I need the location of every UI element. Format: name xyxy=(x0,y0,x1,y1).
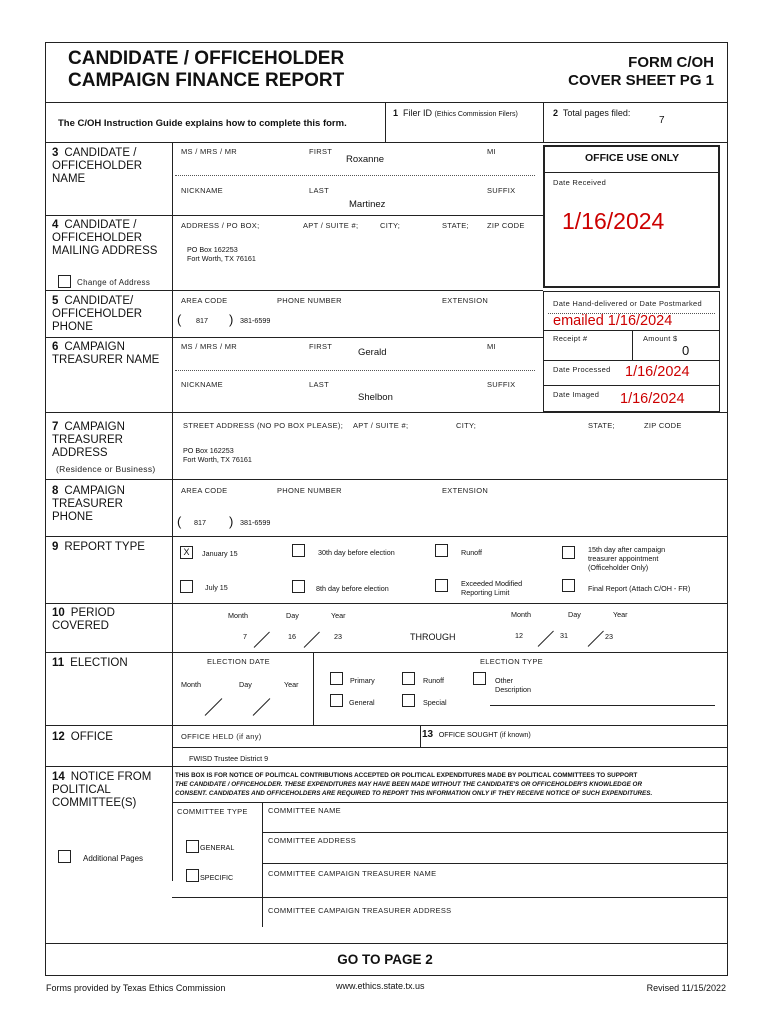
filer-id-label: 1 Filer ID (Ethics Commission Filers) xyxy=(393,108,518,118)
paren-close: ) xyxy=(229,514,234,529)
primary-label: Primary xyxy=(350,676,375,685)
final-report-label: Final Report (Attach C/OH - FR) xyxy=(588,584,691,593)
extension-label: EXTENSION xyxy=(442,486,489,495)
ms-label: MS / MRS / MR xyxy=(181,147,237,156)
nickname-label: NICKNAME xyxy=(181,186,223,195)
zip-label: ZIP CODE xyxy=(487,221,525,230)
date-received-value: 1/16/2024 xyxy=(562,208,665,234)
section-3-label: 3 CANDIDATE / OFFICEHOLDER NAME xyxy=(52,147,143,185)
specific-committee-checkbox[interactable] xyxy=(186,869,199,882)
election-month-label: Month xyxy=(181,680,201,689)
last-label: LAST xyxy=(309,380,329,389)
first-label: FIRST xyxy=(309,147,333,156)
date-processed-value: 1/16/2024 xyxy=(625,364,690,380)
candidate-first-name[interactable]: Roxanne xyxy=(346,154,385,165)
election-date-label: ELECTION DATE xyxy=(207,657,270,666)
additional-pages-checkbox[interactable] xyxy=(58,850,71,863)
treasurer-address-label: COMMITTEE CAMPAIGN TREASURER ADDRESS xyxy=(268,906,452,915)
15day-checkbox[interactable] xyxy=(562,546,575,559)
other-election-label: Other Description xyxy=(495,676,531,694)
ms-label: MS / MRS / MR xyxy=(181,342,237,351)
city-label: CITY; xyxy=(380,221,401,230)
jul15-label: July 15 xyxy=(205,583,228,592)
treasurer-address-line2[interactable]: Fort Worth, TX 76161 xyxy=(183,455,252,464)
election-type-label: ELECTION TYPE xyxy=(480,657,543,666)
paren-open: ( xyxy=(177,312,182,327)
from-day-label: Day xyxy=(286,611,299,620)
to-day-label: Day xyxy=(568,610,581,619)
amount-value: 0 xyxy=(682,343,690,358)
title-line-1: CANDIDATE / OFFICEHOLDER xyxy=(68,48,345,69)
committee-address-label: COMMITTEE ADDRESS xyxy=(268,836,357,845)
office-use-title: OFFICE USE ONLY xyxy=(585,152,680,164)
general-checkbox[interactable] xyxy=(330,694,343,707)
exceeded-checkbox[interactable] xyxy=(435,579,448,592)
general-label: General xyxy=(349,698,375,707)
instruction-text: The C/OH Instruction Guide explains how to complete this form. xyxy=(58,118,347,129)
from-day[interactable]: 16 xyxy=(288,632,296,641)
date-received-label: Date Received xyxy=(553,178,607,187)
candidate-phone[interactable]: 381-6599 xyxy=(240,316,271,325)
treasurer-last-name[interactable]: Shelbon xyxy=(358,392,393,403)
jan15-checkbox[interactable]: X xyxy=(180,546,193,559)
section-7-sub: (Residence or Business) xyxy=(56,464,156,474)
paren-open: ( xyxy=(177,514,182,529)
section-4-label: 4 CANDIDATE / OFFICEHOLDER MAILING ADDRESS xyxy=(52,219,158,257)
state-label: STATE; xyxy=(442,221,469,230)
section-10-label: 10 PERIOD COVERED xyxy=(52,607,115,632)
candidate-area-code[interactable]: 817 xyxy=(196,316,208,325)
amount-label: Amount $ xyxy=(643,334,678,343)
committee-type-label: COMMITTEE TYPE xyxy=(177,807,248,816)
section-14-label: 14 NOTICE FROM POLITICAL COMMITTEE(S) xyxy=(52,771,152,809)
first-label: FIRST xyxy=(309,342,333,351)
mi-label: MI xyxy=(487,147,496,156)
from-month[interactable]: 7 xyxy=(243,632,247,641)
footer-url[interactable]: www.ethics.state.tx.us xyxy=(336,981,425,991)
from-year[interactable]: 23 xyxy=(334,632,342,641)
treasurer-phone[interactable]: 381-6599 xyxy=(240,518,271,527)
footer-revised: Revised 11/15/2022 xyxy=(646,983,726,993)
to-month[interactable]: 12 xyxy=(515,631,523,640)
to-month-label: Month xyxy=(511,610,531,619)
form-code: FORM C/OH xyxy=(628,54,714,71)
zip-label: ZIP CODE xyxy=(644,421,682,430)
date-imaged-label: Date Imaged xyxy=(553,390,600,399)
treasurer-first-name[interactable]: Gerald xyxy=(358,347,387,358)
other-election-checkbox[interactable] xyxy=(473,672,486,685)
change-of-address-checkbox[interactable] xyxy=(58,275,71,288)
page-title xyxy=(68,48,344,92)
candidate-last-name[interactable]: Martinez xyxy=(349,199,386,210)
runoff-report-checkbox[interactable] xyxy=(435,544,448,557)
to-year-label: Year xyxy=(613,610,628,619)
runoff-report-label: Runoff xyxy=(461,548,483,557)
from-month-label: Month xyxy=(228,611,248,620)
treasurer-area-code[interactable]: 817 xyxy=(194,518,206,527)
office-held-value[interactable]: FWISD Trustee District 9 xyxy=(189,754,269,763)
phone-number-label: PHONE NUMBER xyxy=(277,296,342,305)
jan15-label: January 15 xyxy=(202,549,238,558)
address-label: ADDRESS / PO BOX; xyxy=(181,221,260,230)
hand-delivered-value: emailed 1/16/2024 xyxy=(553,313,673,329)
additional-pages-label: Additional Pages xyxy=(83,854,144,863)
30day-checkbox[interactable] xyxy=(292,544,305,557)
15day-label: 15th day after campaign treasurer appointment (Officeholder Only) xyxy=(588,545,666,572)
from-year-label: Year xyxy=(331,611,346,620)
8day-label: 8th day before election xyxy=(316,584,389,593)
suffix-label: SUFFIX xyxy=(487,186,516,195)
primary-checkbox[interactable] xyxy=(330,672,343,685)
general-committee-checkbox[interactable] xyxy=(186,840,199,853)
total-pages-value[interactable]: 7 xyxy=(659,115,665,126)
special-checkbox[interactable] xyxy=(402,694,415,707)
section-13-label: 13 OFFICE SOUGHT (if known) xyxy=(422,729,531,740)
section-9-label: 9 REPORT TYPE xyxy=(52,541,145,553)
goto-page-2: GO TO PAGE 2 xyxy=(337,952,433,967)
8day-checkbox[interactable] xyxy=(292,580,305,593)
extension-label: EXTENSION xyxy=(442,296,489,305)
suffix-label: SUFFIX xyxy=(487,380,516,389)
form-id xyxy=(568,54,714,90)
paren-close: ) xyxy=(229,312,234,327)
area-code-label: AREA CODE xyxy=(181,486,228,495)
special-label: Special xyxy=(423,698,447,707)
election-year-label: Year xyxy=(284,680,299,689)
office-held-label: OFFICE HELD (if any) xyxy=(181,732,262,741)
notice-text: THIS BOX IS FOR NOTICE OF POLITICAL CONTRIBUTIONS ACCEPTED OR POLITICAL EXPENDITURES MADE BY POLITICAL COMMITTEES TO SUPPORT THE CANDIDATE / OFFICEHOLDER. THESE EXPENDITURES MAY HAVE BEEN MADE WITHOUT THE CANDIDATE'S OR OFFICEHOLDER'S KNOWLEDGE OR CONSENT. CANDIDATES AND OFFICEHOLDERS ARE REQUIRED TO REPORT THIS INFORMATION ONLY IF THEY RECEIVE NOTICE OF SUCH EXPENDITURES. xyxy=(175,772,653,797)
phone-number-label: PHONE NUMBER xyxy=(277,486,342,495)
exceeded-label: Exceeded Modified Reporting Limit xyxy=(461,579,523,597)
title-line-2: CAMPAIGN FINANCE REPORT xyxy=(68,70,345,91)
date-processed-label: Date Processed xyxy=(553,365,611,374)
receipt-label: Receipt # xyxy=(553,334,588,343)
city-label: CITY; xyxy=(456,421,477,430)
section-8-label: 8 CAMPAIGN TREASURER PHONE xyxy=(52,485,125,523)
mailing-address-line1[interactable]: PO Box 162253 xyxy=(187,245,238,254)
section-12-label: 12 OFFICE xyxy=(52,731,113,743)
section-6-label: 6 CAMPAIGN TREASURER NAME xyxy=(52,341,160,366)
state-label: STATE; xyxy=(588,421,615,430)
committee-name-label: COMMITTEE NAME xyxy=(268,806,341,815)
total-pages-label: 2 Total pages filed: xyxy=(553,108,631,118)
hand-delivered-label: Date Hand-delivered or Date Postmarked xyxy=(553,299,702,308)
treasurer-name-label: COMMITTEE CAMPAIGN TREASURER NAME xyxy=(268,869,437,878)
to-year[interactable]: 23 xyxy=(605,632,613,641)
runoff-election-label: Runoff xyxy=(423,676,445,685)
section-7-label: 7 CAMPAIGN TREASURER ADDRESS xyxy=(52,421,125,459)
mailing-address-line2[interactable]: Fort Worth, TX 76161 xyxy=(187,254,256,263)
through-label: THROUGH xyxy=(410,632,456,642)
mi-label: MI xyxy=(487,342,496,351)
election-day-label: Day xyxy=(239,680,252,689)
section-5-label: 5 CANDIDATE/ OFFICEHOLDER PHONE xyxy=(52,295,143,333)
final-report-checkbox[interactable] xyxy=(562,579,575,592)
runoff-election-checkbox[interactable] xyxy=(402,672,415,685)
general-committee-label: GENERAL xyxy=(200,843,235,852)
form-page: COVER SHEET PG 1 xyxy=(568,72,714,89)
apt-label: APT / SUITE #; xyxy=(353,421,409,430)
30day-label: 30th day before election xyxy=(318,548,395,557)
section-11-label: 11 ELECTION xyxy=(52,657,128,669)
change-of-address-label: Change of Address xyxy=(77,278,151,287)
last-label: LAST xyxy=(309,186,329,195)
treasurer-address-line1[interactable]: PO Box 162253 xyxy=(183,446,234,455)
street-label: STREET ADDRESS (NO PO BOX PLEASE); xyxy=(183,421,344,430)
footer-provided: Forms provided by Texas Ethics Commission xyxy=(46,983,226,993)
to-day[interactable]: 31 xyxy=(560,631,568,640)
specific-committee-label: SPECIFIC xyxy=(200,873,234,882)
date-imaged-value: 1/16/2024 xyxy=(620,391,685,407)
nickname-label: NICKNAME xyxy=(181,380,223,389)
jul15-checkbox[interactable] xyxy=(180,580,193,593)
area-code-label: AREA CODE xyxy=(181,296,228,305)
apt-label: APT / SUITE #; xyxy=(303,221,359,230)
